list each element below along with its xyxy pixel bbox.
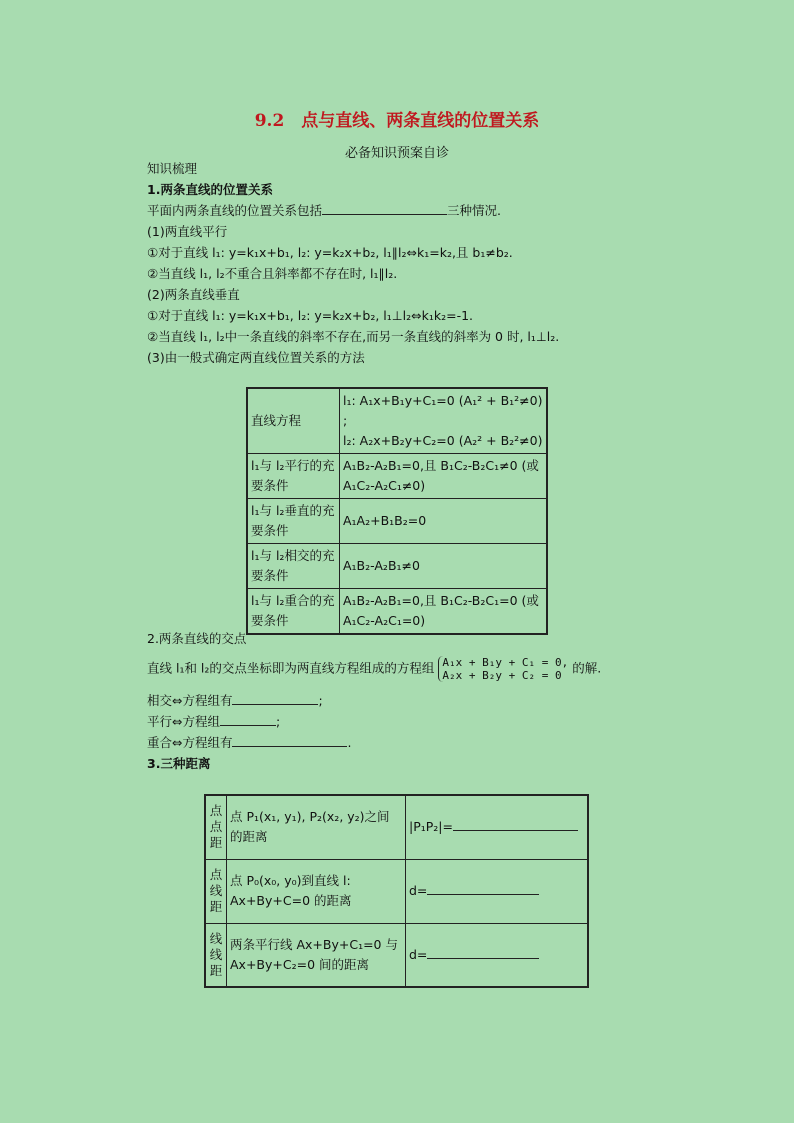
distance-table [204, 794, 589, 988]
table-row [205, 859, 588, 923]
cell-line: A₁B₂-A₂B₁=0,且 B₁C₂-B₂C₁=0 (或 [343, 593, 539, 608]
formula-label: d= [409, 946, 428, 962]
paragraph: ②当直线 l₁, l₂不重合且斜率都不存在时, l₁∥l₂. [147, 266, 398, 281]
table-desc: 两条平行线 Ax+By+C₁=0 与 Ax+By+C₂=0 间的距离 [227, 923, 406, 987]
cell-line: l₂: A₂x+B₂y+C₂=0 (A₂² + B₂²≠0) [343, 433, 543, 448]
subheading: (3)由一般式确定两直线位置关系的方法 [147, 350, 365, 365]
table-value: A₁B₂-A₂B₁≠0 [340, 544, 548, 589]
page-subtitle: 必备知识预案自诊 [344, 146, 449, 161]
table-row [247, 388, 547, 454]
text: 三种情况. [447, 203, 501, 218]
relation-table [246, 387, 548, 635]
cell-line: A₁C₂-A₂C₁≠0) [343, 478, 426, 493]
heading-1: 1.两条直线的位置关系 [147, 182, 273, 197]
table-formula [406, 859, 589, 923]
equation: A₂x + B₂y + C₂ = 0 [442, 669, 562, 682]
table-row [247, 589, 547, 635]
section-label: 知识梳理 [147, 161, 198, 176]
paragraph: ①对于直线 l₁: y=k₁x+b₁, l₂: y=k₂x+b₂, l₁⊥l₂⇔k₁k₂=-1. [147, 308, 474, 323]
fill-blank[interactable] [232, 734, 347, 747]
cell-line: l₁: A₁x+B₁y+C₁=0 (A₁² + B₁²≠0) ; [343, 393, 543, 428]
fill-blank[interactable] [220, 713, 276, 726]
equation-system [438, 656, 568, 682]
paragraph [147, 692, 323, 710]
text: 直线 l₁和 l₂的交点坐标即为两直线方程组成的方程组 [147, 660, 435, 676]
table-formula [406, 923, 589, 987]
table-key: l₁与 l₂垂直的充要条件 [247, 499, 340, 544]
fill-blank[interactable] [322, 202, 447, 215]
table-row [205, 923, 588, 987]
cell-line: A₁B₂-A₂B₁=0,且 B₁C₂-B₂C₁≠0 (或 [343, 458, 539, 473]
text: ; [318, 693, 323, 708]
table-key: 直线方程 [247, 388, 340, 454]
table-key: 点线距 [205, 859, 227, 923]
text: 的解. [572, 660, 602, 676]
paragraph [147, 202, 501, 220]
text: 相交⇔方程组有 [147, 693, 233, 708]
heading-2: 2.两条直线的交点 [147, 631, 247, 646]
page-title: 9.2 点与直线、两条直线的位置关系 [254, 111, 540, 131]
table-row [205, 795, 588, 859]
table-key: 线线距 [205, 923, 227, 987]
paragraph [147, 713, 280, 731]
text: 重合⇔方程组有 [147, 735, 233, 750]
subheading: (2)两条直线垂直 [147, 287, 240, 302]
table-row [247, 454, 547, 499]
table-desc: 点 P₁(x₁, y₁), P₂(x₂, y₂)之间的距离 [227, 795, 406, 859]
heading-3: 3.三种距离 [147, 756, 211, 771]
fill-blank[interactable] [427, 882, 539, 895]
fill-blank[interactable] [232, 692, 318, 705]
paragraph: ②当直线 l₁, l₂中一条直线的斜率不存在,而另一条直线的斜率为 0 时, l₁⊥l₂. [147, 329, 560, 344]
table-row [247, 544, 547, 589]
table-key: 点点距 [205, 795, 227, 859]
formula-label: d= [409, 883, 428, 898]
table-key: l₁与 l₂重合的充要条件 [247, 589, 340, 635]
text: ; [275, 714, 281, 729]
paragraph [147, 734, 351, 752]
equation: A₁x + B₁y + C₁ = 0, [442, 656, 569, 669]
cell-line: A₁C₂-A₂C₁=0) [343, 613, 426, 628]
table-value [340, 454, 548, 499]
fill-blank[interactable] [427, 946, 539, 959]
formula-label: |P₁P₂|= [409, 819, 453, 835]
text: . [347, 735, 352, 750]
table-formula [406, 795, 589, 859]
fill-blank[interactable] [453, 818, 578, 831]
table-row [247, 499, 547, 544]
table-value: A₁A₂+B₁B₂=0 [340, 499, 548, 544]
table-desc: 点 P₀(x₀, y₀)到直线 l: Ax+By+C=0 的距离 [227, 859, 406, 923]
subheading: (1)两直线平行 [147, 224, 228, 239]
paragraph: ①对于直线 l₁: y=k₁x+b₁, l₂: y=k₂x+b₂, l₁∥l₂⇔k₁=k₂,且 b₁≠b₂. [147, 245, 513, 260]
table-value [340, 388, 548, 454]
text: 平面内两条直线的位置关系包括 [147, 203, 323, 218]
text: 平行⇔方程组 [147, 714, 220, 729]
table-key: l₁与 l₂平行的充要条件 [247, 454, 340, 499]
table-value [340, 589, 548, 635]
paragraph [147, 656, 601, 682]
table-key: l₁与 l₂相交的充要条件 [247, 544, 340, 589]
